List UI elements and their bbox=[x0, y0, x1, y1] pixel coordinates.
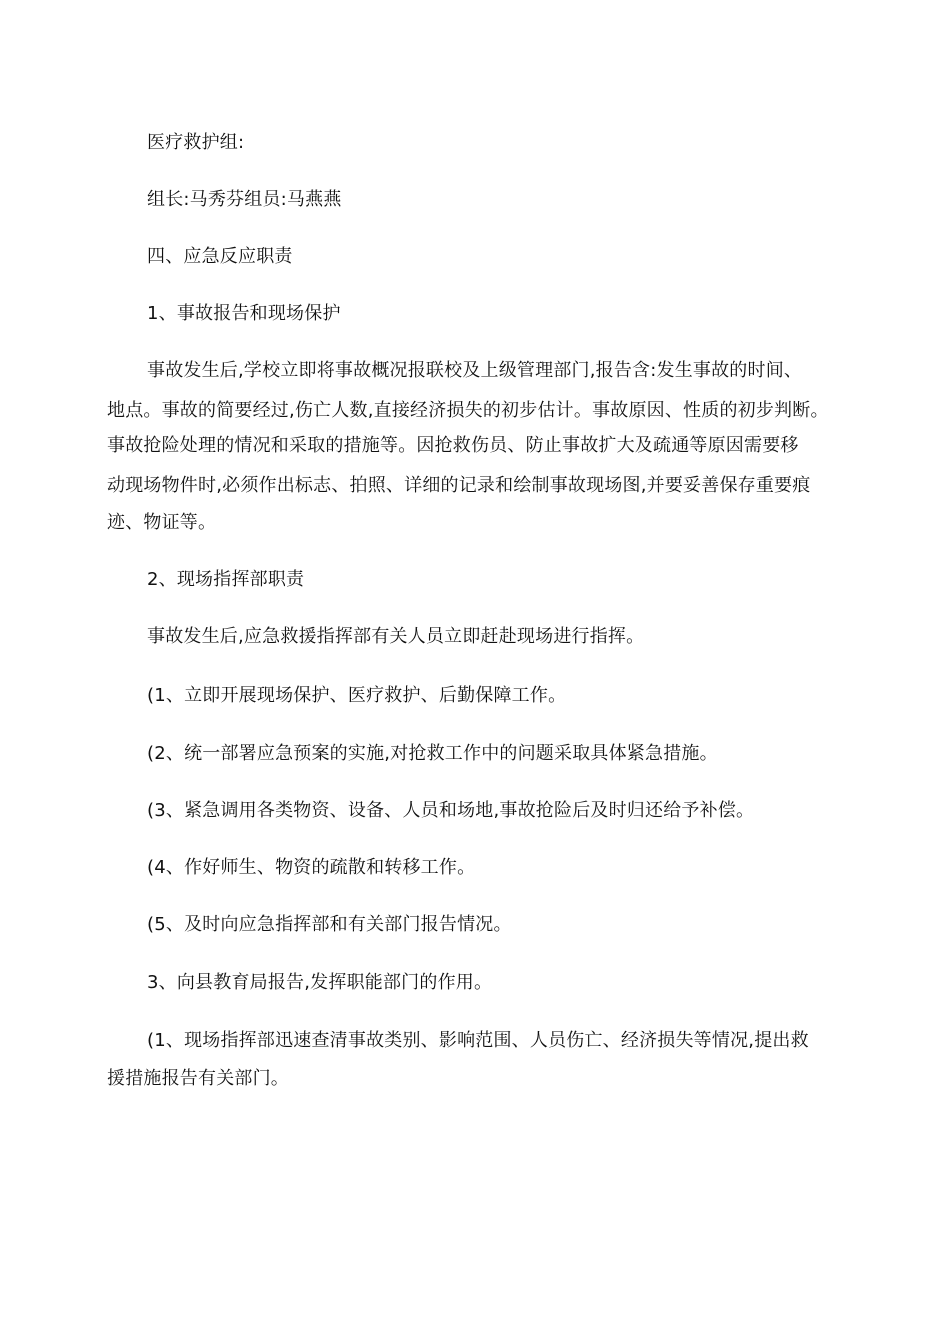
item2-subitem: (2、统一部署应急预案的实施,对抢救工作中的问题采取具体紧急措施。 bbox=[147, 743, 718, 764]
item2-subitem: (4、作好师生、物资的疏散和转移工作。 bbox=[147, 857, 476, 878]
item2-subitem: (3、紧急调用各类物资、设备、人员和场地,事故抢险后及时归还给予补偿。 bbox=[147, 800, 755, 821]
item3-subitem-line: (1、现场指挥部迅速查清事故类别、影响范围、人员伤亡、经济损失等情况,提出救 bbox=[147, 1030, 809, 1051]
item2-subitem: (5、及时向应急指挥部和有关部门报告情况。 bbox=[147, 914, 512, 935]
item1-body-line: 事故抢险处理的情况和采取的措施等。因抢救伤员、防止事故扩大及疏通等原因需要移 bbox=[107, 435, 799, 456]
item1-heading: 1、事故报告和现场保护 bbox=[147, 303, 341, 324]
medical-group-members: 组长:马秀芬组员:马燕燕 bbox=[147, 189, 342, 210]
item1-body-line: 地点。事故的简要经过,伤亡人数,直接经济损失的初步估计。事故原因、性质的初步判断。 bbox=[107, 400, 829, 421]
item1-body-line: 迹、物证等。 bbox=[107, 512, 217, 533]
section4-heading: 四、应急反应职责 bbox=[147, 246, 293, 267]
item2-intro: 事故发生后,应急救援指挥部有关人员立即赶赴现场进行指挥。 bbox=[147, 626, 645, 647]
item1-body-line: 事故发生后,学校立即将事故概况报联校及上级管理部门,报告含:发生事故的时间、 bbox=[147, 360, 803, 381]
item2-heading: 2、现场指挥部职责 bbox=[147, 569, 305, 590]
item2-subitem: (1、立即开展现场保护、医疗救护、后勤保障工作。 bbox=[147, 685, 567, 706]
item1-body-line: 动现场物件时,必须作出标志、拍照、详细的记录和绘制事故现场图,并要妥善保存重要痕 bbox=[107, 475, 811, 496]
item3-subitem-line: 援措施报告有关部门。 bbox=[107, 1068, 289, 1089]
item3-heading: 3、向县教育局报告,发挥职能部门的作用。 bbox=[147, 972, 493, 993]
medical-group-heading: 医疗救护组: bbox=[147, 132, 245, 153]
